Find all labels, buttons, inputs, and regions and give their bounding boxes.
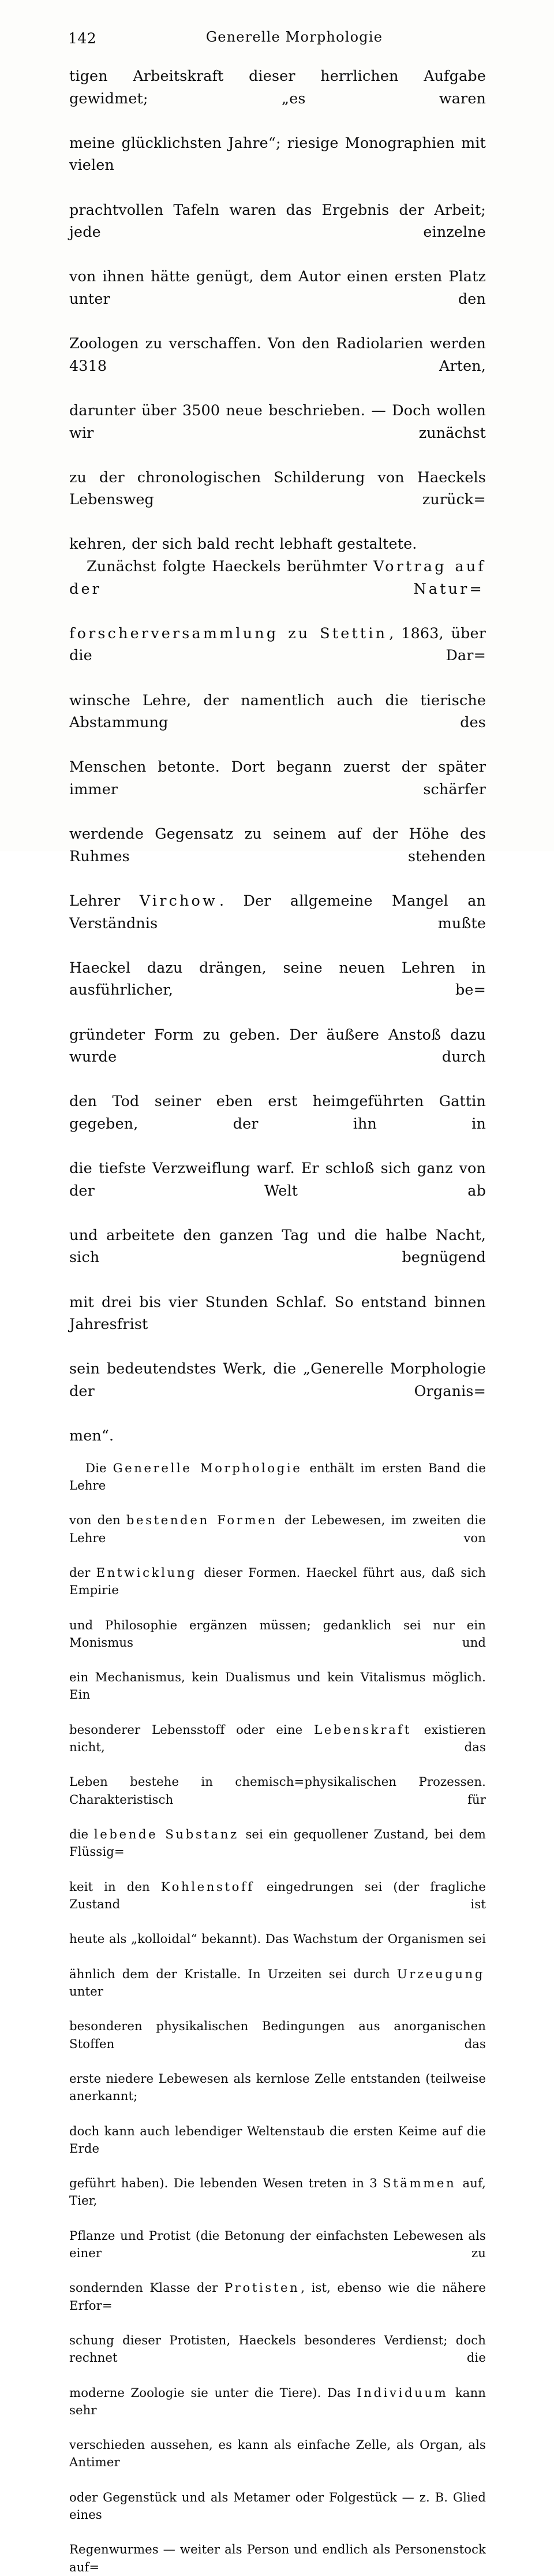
line-segment: . Der allgemeine Mangel an Verständnis mußte (69, 891, 486, 932)
line-segment: Die (85, 1460, 113, 1475)
text-line: gründeter Form zu geben. Der äußere Anstoß dazu wurde durch (69, 1025, 486, 1066)
text-line (69, 2279, 486, 2332)
text-line: und Philosophie ergänzen müssen; gedanklich sei nur ein Monismus und (69, 1617, 486, 1650)
line-segment: der (69, 1565, 96, 1580)
line-segment: sondernden Klasse der (69, 2280, 224, 2295)
text-line: sein bedeutendstes Werk, die „Generelle Morphologie der Organis= (69, 1360, 486, 1400)
text-line: kehren, der sich bald recht lebhaft gestaltete. (69, 535, 417, 553)
paragraph-continuation (69, 65, 486, 555)
text-line (69, 555, 486, 622)
line-segment: enthält im ersten Band die Lehre (69, 1460, 486, 1493)
line-segment: Zunächst folgte Haeckels berühmter (87, 557, 374, 575)
line-segment: moderne Zoologie sie unter die Tiere). Das (69, 2385, 357, 2400)
line-segment: existieren nicht, das (69, 1722, 486, 1755)
emphasis-spaced: Entwicklung (96, 1565, 197, 1580)
text-line: Zoologen zu verschaffen. Von den Radiolarien werden 4318 Arten, (69, 334, 486, 374)
text-line: men“. (69, 1427, 114, 1445)
emphasis-spaced: bestenden Formen (126, 1513, 278, 1528)
line-segment: auf, Tier, (69, 2176, 486, 2208)
line-segment: Lehrer (69, 891, 140, 909)
line-segment: , ist, ebenso wie die nähere Erfor= (69, 2280, 486, 2313)
line-segment: von den (69, 1513, 126, 1528)
text-line: die tiefste Verzweiflung warf. Er schloß sich ganz von der Welt ab (69, 1159, 486, 1199)
line-segment: eingedrungen sei (der fragliche Zustand ist (69, 1879, 486, 1911)
text-line: Pflanze und Protist (die Betonung der einfachsten Lebewesen als einer zu (69, 2228, 486, 2260)
text-line: besonderen physikalischen Bedingungen aus anorganischen Stoffen das (69, 2019, 486, 2051)
text-line: darunter über 3500 neue beschrieben. — Doch wollen wir zunächst (69, 401, 486, 441)
line-segment: die (69, 1827, 94, 1842)
text-line: den Tod seiner eben erst heimgeführten Gattin gegeben, der ihn in (69, 1092, 486, 1132)
text-line: Haeckel dazu drängen, seine neuen Lehren in ausführlicher, be= (69, 958, 486, 999)
text-block (69, 65, 486, 2576)
line-segment: kann sehr (69, 2385, 486, 2417)
text-line: meine glücklichsten Jahre“; riesige Monographien mit vielen (69, 133, 486, 174)
text-line (69, 1512, 486, 1564)
emphasis-spaced: Individuum (357, 2385, 448, 2400)
text-line: winsche Lehre, der namentlich auch die tierische Abstammung des (69, 691, 486, 731)
line-segment: , 1863, über die Dar= (69, 624, 486, 664)
text-line (69, 889, 486, 956)
text-line (69, 2175, 486, 2227)
paragraph-stettin-lecture (69, 555, 486, 1447)
emphasis-spaced: forscherversammlung zu Stettin (69, 624, 388, 642)
text-line (69, 1564, 486, 1617)
emphasis-spaced: Stämmen (383, 2176, 456, 2191)
text-line (69, 1965, 486, 2018)
text-line: und arbeitete den ganzen Tag und die halbe Nacht, sich begnügend (69, 1226, 486, 1266)
text-line: Regenwurmes — weiter als Person und endlich als Personenstock auf= (69, 2542, 486, 2574)
line-segment: keit in den (69, 1879, 161, 1894)
text-line: doch kann auch lebendiger Weltenstaub die ersten Keime auf die Erde (69, 2123, 486, 2156)
text-line: von ihnen hätte genügt, dem Autor einen ersten Platz unter den (69, 267, 486, 307)
page-number: 142 (68, 30, 97, 47)
text-line: tigen Arbeitskraft dieser herrlichen Aufgabe gewidmet; „es waren (69, 67, 486, 107)
emphasis-spaced: Virchow (139, 891, 218, 909)
emphasis-spaced: lebende Substanz (93, 1827, 239, 1842)
running-title: Generelle Morphologie (205, 29, 383, 45)
line-segment: sei ein gequollener Zustand, bei dem Flüssig= (69, 1827, 486, 1859)
text-line (69, 622, 486, 689)
emphasis-spaced: Kohlenstoff (160, 1879, 254, 1894)
text-line (69, 2384, 486, 2437)
line-segment: geführt haben). Die lebenden Wesen treten in 3 (69, 2176, 383, 2191)
text-line: schung dieser Protisten, Haeckels besonderes Verdienst; doch rechnet die (69, 2332, 486, 2365)
text-line: Leben bestehe in chemisch=physikalischen Prozessen. Charakteristisch für (69, 1774, 486, 1807)
running-head (68, 27, 486, 50)
text-line: werdende Gegensatz zu seinem auf der Höhe des Ruhmes stehenden (69, 825, 486, 865)
emphasis-spaced: Protisten (224, 2280, 300, 2295)
line-segment: dieser Formen. Haeckel führt aus, daß sich Empirie (69, 1565, 486, 1598)
text-line: prachtvollen Tafeln waren das Ergebnis der Arbeit; jede einzelne (69, 200, 486, 241)
line-segment: ähnlich dem der Kristalle. In Urzeiten sei durch (69, 1966, 397, 1981)
paragraph-spacer (69, 1447, 486, 1460)
emphasis-spaced: Vortrag auf der Natur= (69, 557, 486, 597)
line-segment: besonderer Lebensstoff oder eine (69, 1722, 315, 1737)
text-line (69, 1721, 486, 1774)
line-segment: der Lebewesen, im zweiten die Lehre von (69, 1513, 486, 1545)
emphasis-spaced: Lebenskraft (314, 1722, 411, 1737)
emphasis-spaced: Urzeugung (396, 1966, 485, 1981)
text-line: oder Gegenstück und als Metamer oder Folgestück — z. B. Glied eines (69, 2489, 486, 2522)
text-line: Menschen betonte. Dort begann zuerst der später immer schärfer (69, 758, 486, 798)
text-line (69, 1826, 486, 1878)
text-line: erste niedere Lebewesen als kernlose Zelle entstanden (teilweise anerkannt; (69, 2071, 486, 2104)
text-line (69, 1460, 486, 1512)
paragraph-generelle-morphologie-summary (69, 1460, 486, 2576)
text-line: zu der chronologischen Schilderung von Haeckels Lebensweg zurück= (69, 468, 486, 508)
text-line: ein Mechanismus, kein Dualismus und kein Vitalismus möglich. Ein (69, 1670, 486, 1702)
line-segment: unter (69, 1983, 103, 1998)
emphasis-spaced: Generelle Morphologie (113, 1460, 302, 1475)
text-line: heute als „kolloidal“ bekannt). Das Wachstum der Organismen sei (69, 1931, 486, 1946)
text-line (69, 1878, 486, 1931)
text-line: verschieden aussehen, es kann als einfache Zelle, als Organ, als Antimer (69, 2437, 486, 2470)
text-line: mit drei bis vier Stunden Schlaf. So entstand binnen Jahresfrist (69, 1293, 486, 1333)
